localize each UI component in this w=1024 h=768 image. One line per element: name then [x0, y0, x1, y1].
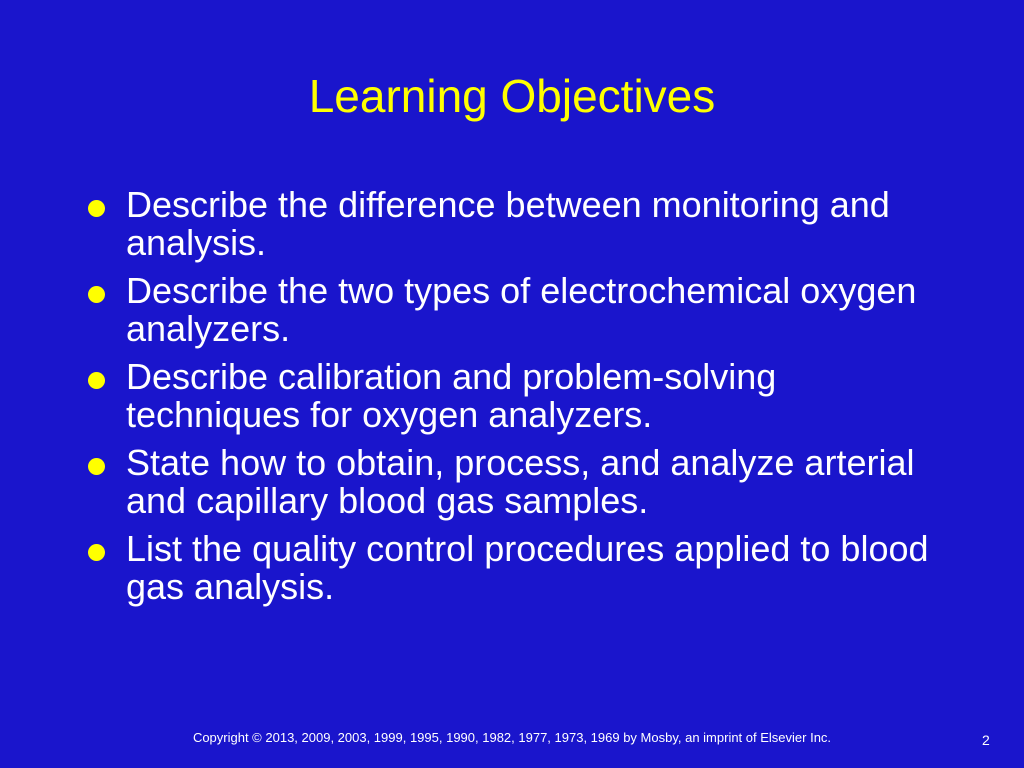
objectives-list [86, 186, 946, 616]
list-item [86, 186, 946, 262]
page-number: 2 [982, 732, 990, 748]
bullet-text: List the quality control procedures applied to blood gas analysis. [126, 528, 929, 607]
list-item [86, 358, 946, 434]
list-item [86, 272, 946, 348]
copyright-footer: Copyright © 2013, 2009, 2003, 1999, 1995, 1990, 1982, 1977, 1973, 1969 by Mosby, an imprint of Elsevier Inc. [192, 730, 832, 745]
bullet-icon [88, 544, 105, 561]
list-item [86, 530, 946, 606]
bullet-icon [88, 286, 105, 303]
slide-title: Learning Objectives [308, 70, 716, 122]
bullet-icon [88, 200, 105, 217]
bullet-text: Describe calibration and problem-solving techniques for oxygen analyzers. [126, 356, 777, 435]
bullet-text: Describe the two types of electrochemical oxygen analyzers. [126, 270, 917, 349]
bullet-icon [88, 372, 105, 389]
list-item [86, 444, 946, 520]
bullet-text: State how to obtain, process, and analyze arterial and capillary blood gas samples. [126, 442, 915, 521]
bullet-icon [88, 458, 105, 475]
bullet-text: Describe the difference between monitoring and analysis. [126, 184, 890, 263]
